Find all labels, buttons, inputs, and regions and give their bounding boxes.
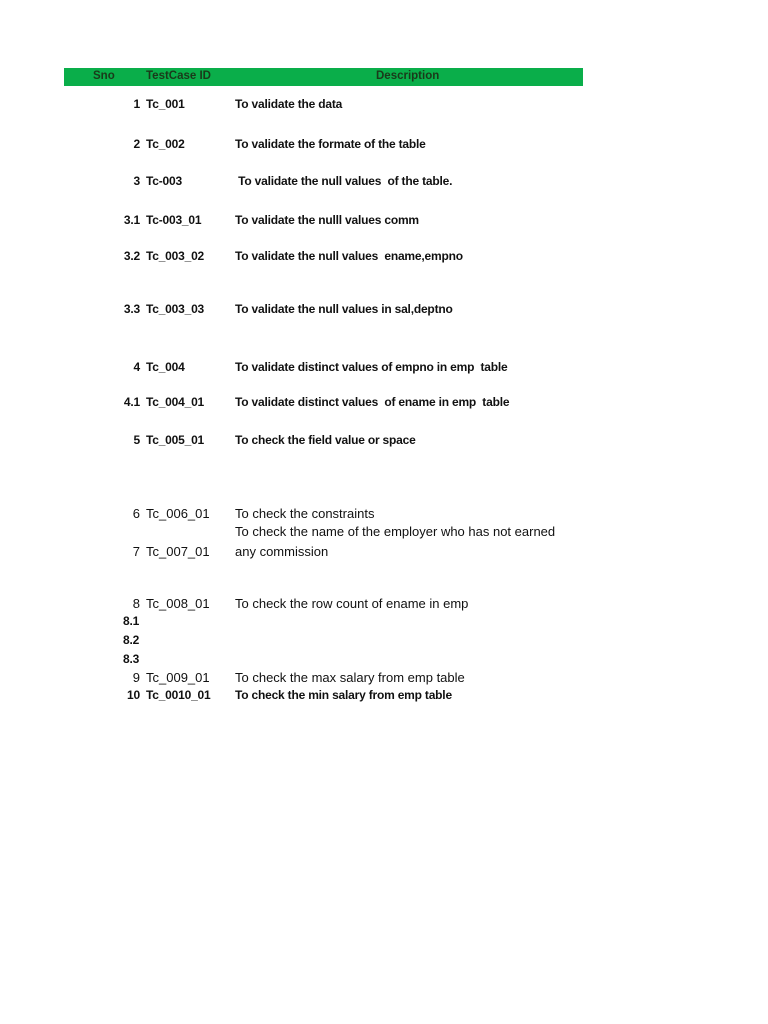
- header-sno: Sno: [93, 70, 115, 82]
- testcase-id-cell: Tc_002: [146, 137, 185, 151]
- description-cell: To check the name of the employer who has not earned: [235, 524, 556, 539]
- table-row: [0, 688, 768, 704]
- table-row: [0, 249, 768, 265]
- testcase-id-cell: Tc_004_01: [146, 395, 205, 409]
- table-row: [0, 596, 768, 612]
- testcase-id-cell: Tc-003: [146, 174, 182, 188]
- description-cell: To check the max salary from emp table: [235, 670, 465, 685]
- table-row: [0, 302, 768, 318]
- table-row: [0, 506, 768, 522]
- table-row: [0, 97, 768, 113]
- sno-cell: 10: [127, 688, 140, 702]
- description-cell: To check the constraints: [235, 506, 375, 521]
- description-cell: To validate distinct values of ename in emp table: [235, 395, 510, 409]
- description-cell: To validate the null values of the table.: [235, 174, 453, 188]
- table-row: [0, 213, 768, 229]
- sno-cell: 7: [132, 544, 140, 559]
- testcase-id-cell: Tc_008_01: [146, 596, 210, 611]
- testcase-id-cell: Tc_007_01: [146, 544, 210, 559]
- sno-cell: 8.3: [123, 652, 140, 666]
- testcase-id-cell: Tc_0010_01: [146, 688, 211, 702]
- header-description: Description: [376, 70, 440, 82]
- sno-cell: 5: [133, 433, 140, 447]
- description-cell: To check the field value or space: [235, 433, 416, 447]
- sno-cell: 4: [133, 360, 140, 374]
- sno-cell: 3.1: [123, 213, 140, 227]
- table-row: [0, 395, 768, 411]
- header-testcase-id: TestCase ID: [146, 70, 211, 82]
- table-row: [0, 614, 768, 630]
- testcase-id-cell: Tc_003_02: [146, 249, 205, 263]
- table-row: [0, 174, 768, 190]
- description-cell: To check the min salary from emp table: [235, 688, 452, 702]
- description-cell: To validate distinct values of empno in emp table: [235, 360, 508, 374]
- sno-cell: 8.2: [123, 633, 140, 647]
- table-row: [0, 633, 768, 649]
- testcase-id-cell: Tc-003_01: [146, 213, 202, 227]
- sno-cell: 4.1: [123, 395, 140, 409]
- sno-cell: 9: [132, 670, 140, 685]
- sno-cell: 8: [132, 596, 140, 611]
- description-cell: To validate the formate of the table: [235, 137, 426, 151]
- table-row: [0, 524, 768, 540]
- testcase-id-cell: Tc_005_01: [146, 433, 205, 447]
- sno-cell: 8.1: [123, 614, 140, 628]
- testcase-id-cell: Tc_006_01: [146, 506, 210, 521]
- testcase-id-cell: Tc_001: [146, 97, 185, 111]
- table-row: [0, 544, 768, 560]
- testcase-id-cell: Tc_004: [146, 360, 185, 374]
- testcase-id-cell: Tc_009_01: [146, 670, 210, 685]
- table-row: [0, 137, 768, 153]
- description-cell: To validate the data: [235, 97, 343, 111]
- description-cell: To validate the null values ename,empno: [235, 249, 463, 263]
- table-row: [0, 433, 768, 449]
- sno-cell: 3.3: [123, 302, 140, 316]
- sno-cell: 6: [132, 506, 140, 521]
- sno-cell: 3.2: [123, 249, 140, 263]
- table-row: [0, 360, 768, 376]
- description-cell: To check the row count of ename in emp: [235, 596, 469, 611]
- table-row: [0, 670, 768, 686]
- description-cell: To validate the null values in sal,deptno: [235, 302, 453, 316]
- description-cell: any commission: [235, 544, 329, 559]
- table-row: [0, 652, 768, 668]
- sno-cell: 2: [133, 137, 140, 151]
- table-header: [64, 68, 583, 86]
- testcase-id-cell: Tc_003_03: [146, 302, 205, 316]
- description-cell: To validate the nulll values comm: [235, 213, 419, 227]
- sno-cell: 1: [133, 97, 140, 111]
- sno-cell: 3: [133, 174, 140, 188]
